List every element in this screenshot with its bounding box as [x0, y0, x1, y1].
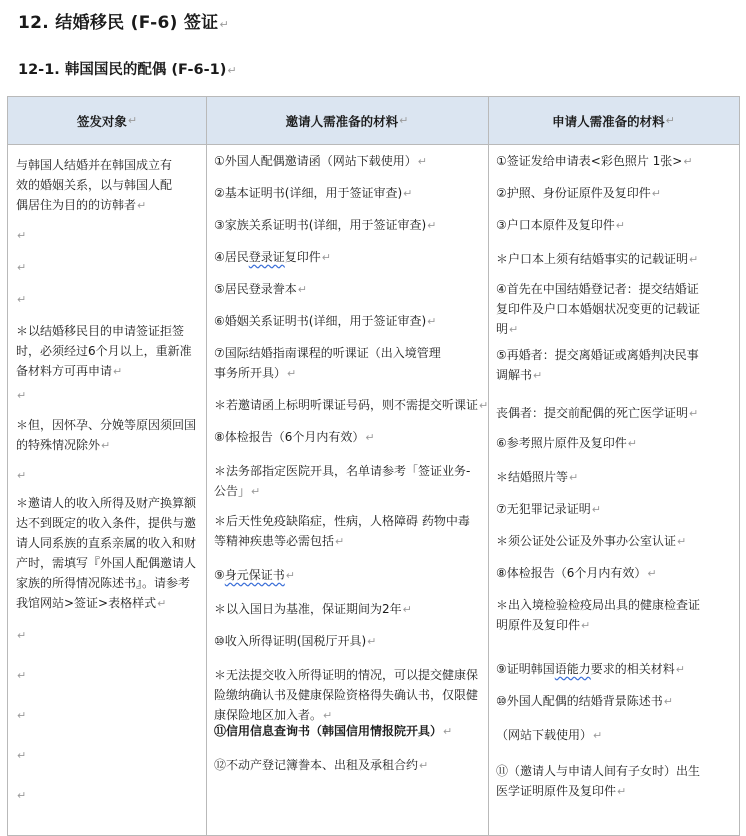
text-line: 时，必须经过6个月以上，重新准	[16, 344, 192, 358]
paragraph-mark	[403, 603, 412, 616]
paragraph-mark	[419, 759, 428, 772]
col2-item	[214, 151, 490, 172]
text-line: ⑪信用信息查询书（韩国信用情报院开具） ↵	[214, 721, 490, 742]
col1-item	[16, 493, 204, 614]
col2-item	[214, 343, 490, 384]
text-line: 调解书 ↵	[496, 365, 736, 386]
paragraph-mark	[628, 437, 637, 450]
text-line: ＊后天性免疫缺陷症，性病，人格障碍 药物中毒	[214, 514, 470, 528]
text-line: ⑥参考照片原件及复印件 ↵	[496, 433, 736, 454]
paragraph-mark	[617, 785, 626, 798]
header-applicant-materials: 申请人需准备的材料 ↵	[488, 97, 739, 145]
col2-item	[214, 565, 490, 586]
text-line: ＊但，因怀孕、分娩等原因须回国	[16, 418, 197, 432]
section-title: 12-1. 韩国国民的配偶 (F-6-1) ↵	[18, 58, 237, 79]
text-line: 等精神疾患等必需包括 ↵	[214, 531, 490, 552]
paragraph-mark	[298, 283, 307, 296]
paragraph-mark	[17, 261, 26, 274]
paragraph-mark	[113, 365, 122, 378]
text-line: 明原件及复印件 ↵	[496, 615, 736, 636]
col2-item	[214, 511, 490, 552]
col2-item	[214, 461, 490, 502]
text-line: ⑩外国人配偶的结婚背景陈述书 ↵	[496, 691, 736, 712]
paragraph-mark	[427, 219, 436, 232]
text-line: 与韩国人结婚并在韩国成立有	[16, 158, 173, 172]
text-line: ②基本证明书(详细，用于签证审查) ↵	[214, 183, 490, 204]
visa-requirements-table	[7, 96, 740, 836]
text-line: 事务所开具） ↵	[214, 363, 490, 384]
text-line	[16, 289, 204, 310]
text-line	[16, 385, 204, 406]
text-line: 备材料方可再申请 ↵	[16, 361, 204, 382]
paragraph-mark	[287, 367, 296, 380]
paragraph-mark	[418, 155, 427, 168]
paragraph-mark	[17, 469, 26, 482]
col2-item	[214, 427, 490, 448]
col1-item	[16, 289, 204, 310]
col3-item	[496, 249, 736, 270]
col1-item	[16, 155, 204, 216]
col1-item	[16, 745, 204, 766]
text-line: ＊以结婚移民目的申请签证拒签	[16, 324, 185, 338]
text-line: 的特殊情况除外 ↵	[16, 435, 204, 456]
col3-item	[496, 761, 736, 802]
text-line: ⑨身元保证书 ↵	[214, 565, 490, 586]
text-line: ⑫不动产登记簿誊本、出租及承租合约 ↵	[214, 755, 490, 776]
text-line: ＊以入国日为基准，保证期间为2年 ↵	[214, 599, 490, 620]
col2-item	[214, 665, 490, 726]
col3-item	[496, 345, 736, 386]
col1-item	[16, 321, 204, 382]
text-line: ＊邀请人的收入所得及财产换算额	[16, 496, 197, 510]
text-line	[16, 665, 204, 686]
paragraph-mark	[509, 323, 518, 336]
col3-item	[496, 659, 736, 680]
paragraph-mark	[479, 399, 488, 412]
paragraph-mark	[322, 251, 331, 264]
col2-item	[214, 247, 490, 268]
paragraph-mark	[427, 315, 436, 328]
spellcheck-underline: 登录证	[248, 250, 285, 264]
text-line: ＊须公证处公证及外事办公室认证 ↵	[496, 531, 736, 552]
text-line: 险缴纳确认书及健康保险资格得失确认书，仅限健	[214, 688, 479, 702]
header-issuance-target: 签发对象 ↵	[8, 97, 206, 145]
paragraph-mark	[17, 749, 26, 762]
col1-item	[16, 705, 204, 726]
paragraph-mark	[592, 503, 601, 516]
col3-item	[496, 151, 736, 172]
col1-item	[16, 665, 204, 686]
paragraph-mark	[593, 729, 602, 742]
col3-item	[496, 183, 736, 204]
paragraph-mark	[367, 635, 376, 648]
col3-item	[496, 691, 736, 712]
text-line: 公告」 ↵	[214, 481, 490, 502]
col2-item	[214, 311, 490, 332]
col2-item	[214, 183, 490, 204]
paragraph-mark	[17, 229, 26, 242]
paragraph-mark	[677, 535, 686, 548]
text-line: 达不到既定的收入条件，提供与邀	[16, 516, 197, 530]
paragraph-mark	[335, 535, 344, 548]
text-line: ＊法务部指定医院开具，名单请参考「签证业务-	[214, 464, 471, 478]
paragraph-mark	[17, 789, 26, 802]
paragraph-mark	[683, 155, 692, 168]
paragraph-mark	[689, 407, 698, 420]
paragraph-mark	[137, 199, 146, 212]
text-line: ⑨证明韩国语能力要求的相关材料 ↵	[496, 659, 736, 680]
page-title: 12. 结婚移民 (F-6) 签证 ↵	[18, 8, 229, 33]
paragraph-mark	[286, 569, 295, 582]
text-line: ④居民登录证复印件 ↵	[214, 247, 490, 268]
text-line: 丧偶者：提交前配偶的死亡医学证明 ↵	[496, 403, 736, 424]
paragraph-mark	[251, 485, 260, 498]
col1-item	[16, 415, 204, 456]
col3-item	[496, 403, 736, 424]
paragraph-mark	[403, 187, 412, 200]
text-line: ⑤再婚者：提交离婚证或离婚判决民事	[496, 348, 699, 362]
col2-item	[214, 395, 490, 416]
col1-item	[16, 225, 204, 246]
text-line: ⑩收入所得证明(国税厅开具) ↵	[214, 631, 490, 652]
text-line: 复印件及户口本婚姻状况变更的记载证	[496, 302, 701, 316]
text-line: ⑦无犯罪记录证明 ↵	[496, 499, 736, 520]
text-line: ＊若邀请函上标明听课证号码，则不需提交听课证 ↵	[214, 395, 490, 416]
text-line: ⑧体检报告（6个月内有效） ↵	[214, 427, 490, 448]
text-line: ③户口本原件及复印件 ↵	[496, 215, 736, 236]
col3-item	[496, 467, 736, 488]
col3-item	[496, 531, 736, 552]
text-line: 医学证明原件及复印件 ↵	[496, 781, 736, 802]
col3-item	[496, 279, 736, 340]
paragraph-mark	[157, 597, 166, 610]
paragraph-mark	[616, 219, 625, 232]
col2-item	[214, 599, 490, 620]
col1-item	[16, 257, 204, 278]
col3-item	[496, 725, 736, 746]
text-line	[16, 785, 204, 806]
col2-item	[214, 721, 490, 742]
text-line: ①外国人配偶邀请函（网站下载使用） ↵	[214, 151, 490, 172]
paragraph-mark	[365, 431, 374, 444]
text-line: ②护照、身份证原件及复印件 ↵	[496, 183, 736, 204]
paragraph-mark	[569, 471, 578, 484]
spellcheck-underline: 身元保证书	[224, 568, 285, 582]
text-line: 效的婚姻关系，以与韩国人配	[16, 178, 173, 192]
col3-item	[496, 595, 736, 636]
col2-item	[214, 631, 490, 652]
col3-item	[496, 499, 736, 520]
col1-item	[16, 625, 204, 646]
text-line: ＊无法提交收入所得证明的情况，可以提交健康保	[214, 668, 479, 682]
paragraph-mark	[533, 369, 542, 382]
paragraph-mark	[664, 695, 673, 708]
text-line: 康保险地区加入者。 ↵	[214, 705, 490, 726]
text-line: ⑦国际结婚指南课程的听课证（出入境管理	[214, 346, 441, 360]
col1-item	[16, 785, 204, 806]
text-line: ⑪（邀请人与申请人间有子女时）出生	[496, 764, 701, 778]
text-line: 明 ↵	[496, 319, 736, 340]
col2-item	[214, 215, 490, 236]
paragraph-mark	[101, 439, 110, 452]
text-line: ⑤居民登录誊本 ↵	[214, 279, 490, 300]
text-line: ③家族关系证明书(详细，用于签证审查) ↵	[214, 215, 490, 236]
col1-item	[16, 385, 204, 406]
text-line: 我馆网站>签证>表格样式 ↵	[16, 593, 204, 614]
text-line: 产时，需填写『外国人配偶邀请人	[16, 556, 197, 570]
col1-item	[16, 465, 204, 486]
header-inviter-materials: 邀请人需准备的材料 ↵	[206, 97, 488, 145]
col2-item	[214, 279, 490, 300]
text-line	[16, 257, 204, 278]
paragraph-mark	[17, 669, 26, 682]
text-line: ①签证发给申请表<彩色照片 1张> ↵	[496, 151, 736, 172]
text-line: ＊出入境检验检疫局出具的健康检查证	[496, 598, 701, 612]
col3-item	[496, 433, 736, 454]
text-line: 请人同系族的直系亲属的收入和财	[16, 536, 197, 550]
paragraph-mark	[647, 567, 656, 580]
paragraph-mark	[652, 187, 661, 200]
paragraph-mark	[17, 629, 26, 642]
paragraph-mark	[17, 709, 26, 722]
text-line: （网站下载使用） ↵	[496, 725, 736, 746]
paragraph-mark	[443, 725, 452, 738]
text-line: ＊结婚照片等 ↵	[496, 467, 736, 488]
paragraph-mark	[689, 253, 698, 266]
paragraph-mark	[17, 389, 26, 402]
paragraph-mark	[581, 619, 590, 632]
text-line	[16, 745, 204, 766]
col2-item	[214, 755, 490, 776]
col3-item	[496, 563, 736, 584]
paragraph-mark	[17, 293, 26, 306]
text-line	[16, 225, 204, 246]
column-divider	[206, 97, 207, 835]
text-line: ⑧体检报告（6个月内有效） ↵	[496, 563, 736, 584]
text-line: ＊户口本上须有结婚事实的记载证明 ↵	[496, 249, 736, 270]
text-line	[16, 705, 204, 726]
text-line	[16, 465, 204, 486]
col3-item	[496, 215, 736, 236]
text-line: 偶居住为目的的访韩者 ↵	[16, 195, 204, 216]
text-line	[16, 625, 204, 646]
text-line: 家族的所得情况陈述书』。请参考	[16, 576, 191, 590]
paragraph-mark	[676, 663, 685, 676]
text-line: ⑥婚姻关系证明书(详细，用于签证审查) ↵	[214, 311, 490, 332]
spellcheck-underline: 语能力	[554, 662, 591, 676]
text-line: ④首先在中国结婚登记者：提交结婚证	[496, 282, 699, 296]
